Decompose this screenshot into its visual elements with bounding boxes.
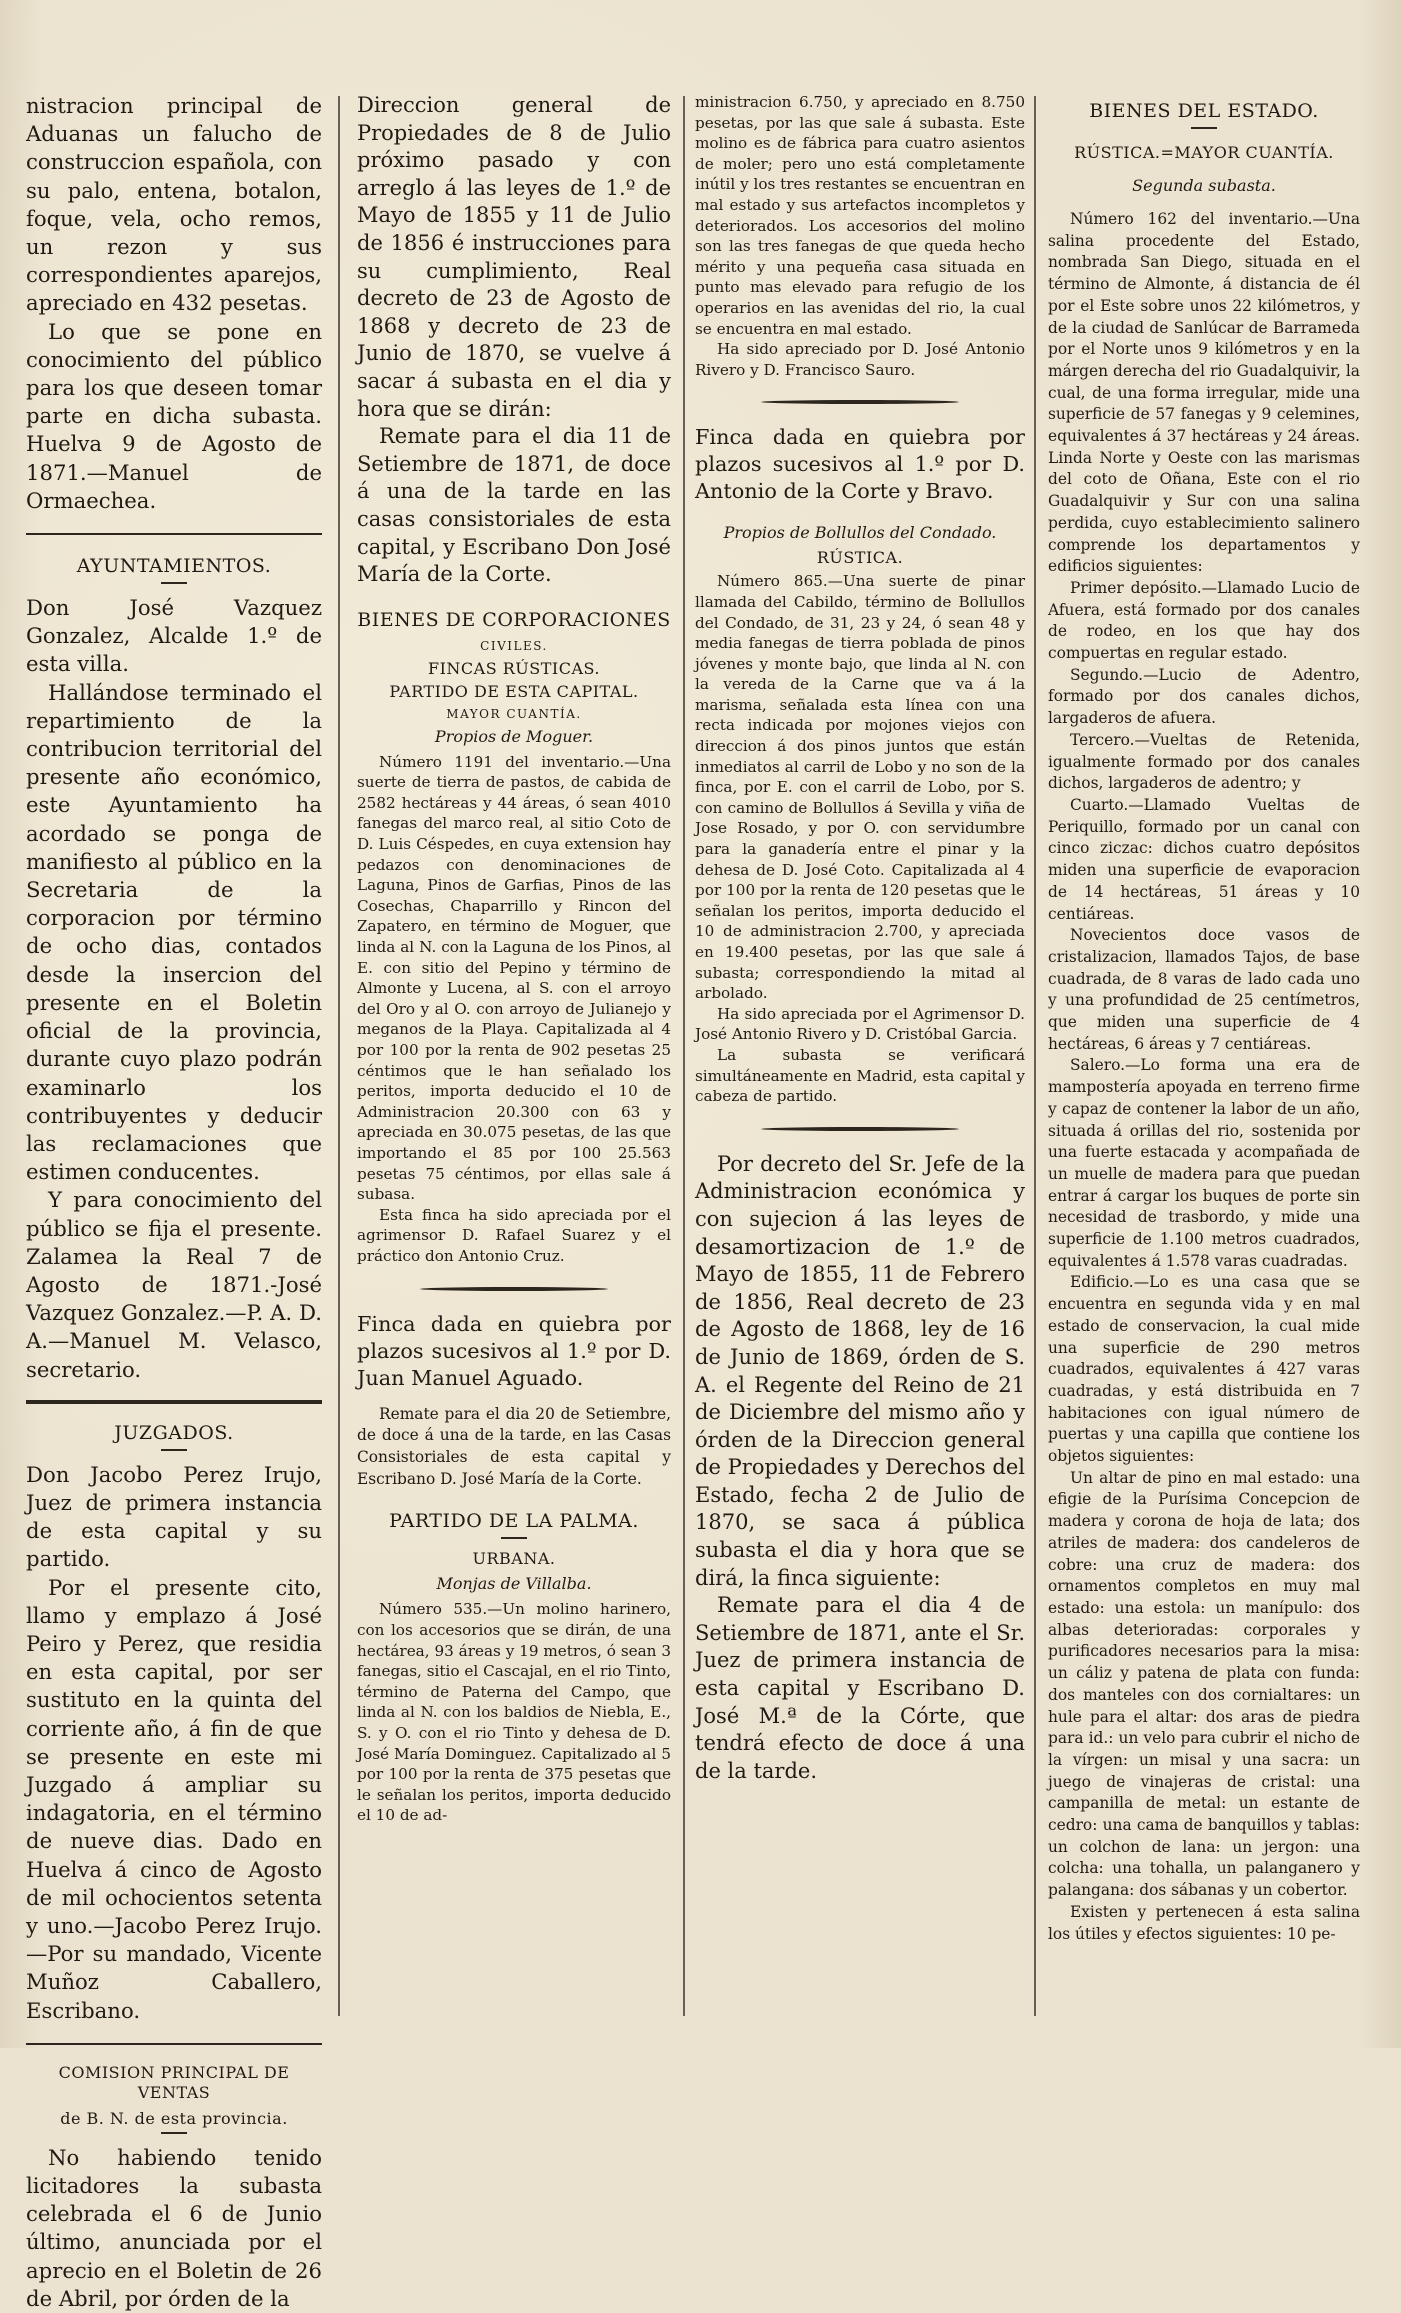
heading-dash [161, 2132, 187, 2134]
column-rule-1 [338, 96, 340, 2016]
segundo-deposito-text: Segundo.—Lucio de Adentro, formado por dos canales dichos, largaderos de afuera. [1048, 665, 1360, 728]
rustica-heading: RÚSTICA. [816, 548, 904, 568]
numero-535-text: Número 535.—Un molino harinero, con los accesorios que se dirán, de una hectárea, 93 áreas y 19 metros, ó sean 3 fanegas, sitio el Cascajal, en el rio Tinto, término de Paterna del Campo, que linda al N. con los baldios de Niebla, E., S. y O. con el rio Tinto y dehesa de D. José María Dominguez. Capitalizado al 5 por 100 por la renta de 375 pesetas que le señalan los peritos, importa deducido el 10 de ad- [357, 1600, 671, 1825]
finca-aguado-heading: Finca dada en quiebra por plazos sucesivos al 1.º por D. Juan Manuel Aguado. [357, 1311, 671, 1390]
mayor-cuantia-heading: MAYOR CUANTÍA. [446, 706, 582, 721]
cuarto-deposito-text: Cuarto.—Llamado Vueltas de Periquillo, formado por un canal con cinco ziczac: dichos cuatro depósitos miden una superficie de evaporacion de 14 hectáreas, 51 áreas y 10 centiáreas. [1048, 795, 1360, 923]
apreciado-rivero-text: Ha sido apreciado por D. José Antonio Rivero y D. Francisco Sauro. [695, 340, 1025, 379]
apreciada-garcia-text: Ha sido apreciada por el Agrimensor D. José Antonio Rivero y D. Cristóbal Garcia. [695, 1004, 1025, 1044]
bienes-corporaciones-heading: BIENES DE CORPORACIONES [357, 608, 671, 631]
partido-capital-heading: PARTIDO DE ESTA CAPITAL. [389, 681, 639, 701]
propios-bollullos-heading: Propios de Bollullos del Condado. [723, 523, 997, 543]
edificio-text: Edificio.—Lo es una casa que se encuentra en segunda vida y en mal estado de conservacion, la cual mide una superficie de 290 metros cuadrados, equivalentes á 427 varas cuadradas, y está distribuida en 7 habitaciones con igual número de puertas y una capilla que contiene los objetos siguientes: [1048, 1273, 1360, 1466]
column-3 [695, 92, 1025, 2022]
ayuntamientos-closing: Y para conocimiento del público se fija el presente. Zalamea la Real 7 de Agosto de 1871.-José Vazquez Gonzalez.—P. A. D. A.—Manuel M. Velasco, secretario. [26, 1187, 322, 1382]
section-divider [26, 2043, 322, 2045]
tercero-deposito-text: Tercero.—Vueltas de Retenida, igualmente formado por dos canales dichos, largaderos de adentro; y [1048, 730, 1360, 793]
finca-bravo-heading: Finca dada en quiebra por plazos sucesivos al 1.º por D. Antonio de la Corte y Bravo. [695, 425, 1025, 504]
civiles-heading: CIVILES. [480, 638, 548, 653]
fincas-rusticas-heading: FINCAS RÚSTICAS. [427, 658, 601, 678]
rustica-mayor-heading: RÚSTICA.=MAYOR CUANTÍA. [1074, 143, 1334, 162]
juzgados-heading: JUZGADOS. [114, 1421, 234, 1444]
juzgados-juez: Don Jacobo Perez Irujo, Juez de primera instancia de esta capital y su partido. [26, 1461, 322, 1572]
juzgados-body: Por el presente cito, llamo y emplazo á José Peiro y Perez, que residia en esta capital, por ser sustituto en la quinta del corriente año, á fin de que se presente en este mi Juzgado á ampliar su indagatoria, en el término de nueve dias. Dado en Huelva á cinco de Agosto de mil ochocientos setenta y uno.—Jacobo Perez Irujo.—Por su mandado, Vicente Muñoz Caballero, Escribano. [26, 1574, 322, 2023]
propios-moguer-heading: Propios de Moguer. [434, 726, 594, 746]
apreciada-suarez-text: Esta finca ha sido apreciada por el agrimensor D. Rafael Suarez y el práctico don Antonio Cruz. [357, 1205, 671, 1265]
column-rule-3 [1034, 96, 1036, 2016]
column-rule-2 [683, 96, 685, 2016]
section-divider-thick [26, 1400, 322, 1404]
partido-palma-heading: PARTIDO DE LA PALMA. [389, 1510, 639, 1533]
column-1 [26, 92, 322, 2311]
column-4 [1048, 92, 1360, 2022]
aduanas-notice-closing: Lo que se pone en conocimiento del público para los que deseen tomar parte en dicha subasta. Huelva 9 de Agosto de 1871.—Manuel de Ormaechea. [26, 318, 322, 513]
numero-162-text: Número 162 del inventario.—Una salina procedente del Estado, nombrada San Diego, situada en el término de Almonte, á distancia de él por el Este sobre unos 22 kilómetros, y de la ciudad de Sanlúcar de Barrameda por el Norte unos 9 kilómetros y en la márgen derecha del rio Guadalquivir, la cual, de una forma irregular, mide una superficie de 57 fanegas y 9 celemines, equivalentes á 37 hectáreas y 24 áreas. Linda Norte y Oeste con las marismas del coto de Oñana, Este con el rio Guadalquivir y Sur con una salina perdida, cuyo establecimiento salinero comprende los departamentos y edificios siguientes: [1048, 210, 1360, 576]
remate-setiembre-text: Remate para el dia 4 de Setiembre de 1871, ante el Sr. Juez de primera instancia de esta capital y Escribano D. José M.ª de la Córte, que tendrá efecto de doce á una de la tarde. [695, 1593, 1025, 1783]
subasta-simultanea-text: La subasta se verificará simultáneamente en Madrid, esta capital y cabeza de partido. [695, 1045, 1025, 1106]
heading-dash [161, 582, 187, 584]
primer-deposito-text: Primer depósito.—Llamado Lucio de Afuera, está formado por dos canales de rodeo, en los que hay dos compuertas en regular estado. [1048, 578, 1360, 663]
column-2 [357, 92, 671, 2022]
ayuntamientos-heading: AYUNTAMIENTOS. [76, 555, 272, 578]
heading-dash [501, 1537, 527, 1539]
bienes-estado-heading: BIENES DEL ESTADO. [1089, 100, 1319, 122]
heading-dash [161, 1449, 187, 1451]
existen-utiles-text: Existen y pertenecen á esta salina los útiles y efectos siguientes: 10 pe- [1048, 1902, 1360, 1943]
decreto-jefe-text: Por decreto del Sr. Jefe de la Administracion económica y con sujecion á las leyes de desamortizacion de 1.º de Mayo de 1855, 11 de Febrero de 1856, Real decreto de 23 de Agosto de 1868, ley de 16 de Junio de 1869, órden de S. A. el Regente del Reino de 21 de Diciembre del mismo año y órden de la Direccion general de Propiedades y Derechos del Estado, fecha 2 de Julio de 1870, se saca á pública subasta el dia y hora que se dirá, la finca siguiente: [695, 1151, 1025, 1590]
urbana-heading: URBANA. [472, 1549, 556, 1569]
remate-text: Remate para el dia 11 de Setiembre de 1871, de doce á una de la tarde en las casas consistoriales de esta capital, y Escribano Don José María de la Corte. [357, 424, 671, 587]
aduanas-notice-text: nistracion principal de Aduanas un falucho de construccion española, con su palo, entena, botalon, foque, vela, ocho remos, un rezon y sus correspondientes aparejos, apreciado en 432 pesetas. [26, 93, 322, 316]
ornamental-divider [761, 400, 959, 404]
numero-1191-text: Número 1191 del inventario.—Una suerte de tierra de pastos, de cabida de 2582 hectáreas y 44 áreas, ó sean 4010 fanegas del marco real, al sitio Coto de D. Luis Céspedes, en cuya extension hay pedazos con denominaciones de Laguna, Pinos de Garfias, Pinos de las Cosechas, Chaparrillo y Rincon del Zapatero, en término de Moguer, que linda al N. con la Laguna de los Pinos, al E. con sitio del Pepino y término de Almonte y Lucena, al S. con el arroyo del Oro y al O. con arroyo de Julianejo y meganos de la Playa. Capitalizada al 4 por 100 por la renta de 902 pesetas 25 céntimos que le han señalado los peritos, importa deducido el 10 de Administracion 20.300 con 63 y apreciada en 30.075 pesetas, de las que importando el 85 por 100 25.563 pesetas 75 céntimos, por ellas sale á subasa. [357, 752, 671, 1204]
ornamental-divider [420, 1287, 608, 1291]
remate-aguado-text: Remate para el dia 20 de Setiembre, de doce á una de la tarde, en las Casas Consistoriales de esta capital y Escribano D. José María de la Corte. [357, 1404, 671, 1488]
ornamental-divider [761, 1127, 959, 1131]
monjas-villalba-heading: Monjas de Villalba. [436, 1574, 592, 1594]
ayuntamientos-alcalde: Don José Vazquez Gonzalez, Alcalde 1.º de esta villa. [26, 595, 322, 677]
direccion-text: Direccion general de Propiedades de 8 de Julio próximo pasado y con arreglo á las leyes de 1.º de Mayo de 1855 y 11 de Julio de 1856 é instrucciones para su cumplimiento, Real decreto de 23 de Agosto de 1868 y decreto de 23 de Junio de 1870, se vuelve á sacar á subasta en el dia y hora que se dirán: [357, 93, 671, 421]
novecientos-vasos-text: Novecientos doce vasos de cristalizacion, llamados Tajos, de base cuadrada, de 8 varas de lado cada uno y una profundidad de 25 centímetros, que miden una superficie de 4 hectáreas, 6 áreas y 7 centiáreas. [1048, 926, 1360, 1053]
salero-text: Salero.—Lo forma una era de mampostería apoyada en terreno firme y capaz de contener la labor de un año, situada á orillas del rio, sostenida por una fuerte estacada y acompañada de un muelle de madera para que puedan entrar á cargar los buques de porte sin necesidad de trasbordo, y mide una superficie de 1.100 metros cuadrados, equivalentes á 1.578 varas cuadradas. [1048, 1056, 1360, 1270]
ayuntamientos-body: Hallándose terminado el repartimiento de la contribucion territorial del presente año económico, este Ayuntamiento ha acordado se ponga de manifiesto al público en la Secretaria de la corporacion por término de ocho dias, contados desde la insercion del presente en el Boletin oficial de la provincia, durante cuyo plazo podrán examinarlo los contribuyentes y deducir las reclamaciones que estimen conducentes. [26, 679, 322, 1185]
segunda-subasta-heading: Segunda subasta. [1132, 176, 1276, 195]
comision-subheading: de B. N. de esta provincia. [60, 2108, 288, 2128]
molino-continuation-text: ministracion 6.750, y apreciado en 8.750 pesetas, por las que sale á subasta. Este molino es de fábrica para cuatro asientos de moler; pero uno está completamente inútil y los tres restantes se encuentran en mal estado y sus artefactos incompletos y deteriorados. Los accesorios del molino son las tres fanegas de que queda hecho mérito y una pequeña casa situada en punto mas elevado para refugio de los operarios en las avenidas del rio, la cual se encuentra en mal estado. [695, 93, 1025, 338]
heading-dash [1191, 127, 1217, 129]
section-divider [26, 533, 322, 535]
comision-body: No habiendo tenido licitadores la subasta celebrada el 6 de Junio último, anunciada por el aprecio en el Boletin de 26 de Abril, por órden de la [26, 2144, 322, 2311]
altar-objetos-text: Un altar de pino en mal estado: una efigie de la Purísima Concepcion de madera y corona de hoja de lata; dos atriles de madera: dos candeleros de cobre: una cruz de madera: dos ornamentos completos en muy mal estado: una estola: un manípulo: dos albas deterioradas: corporales y purificadores necesarios para la misa: un cáliz y patena de plata con funda: dos manteles con dos cornialtares: un hule para el altar: dos aras de piedra para id.: un velo para cubrir el nicho de la vírgen: un misal y una sacra: un juego de vinajeras de cristal: una campanilla de metal: un estante de cedro: una cama de banquillos y tablas: un colchon de lana: un jergon: una colcha: una tohalla, un palanganero y palangana: dos sábanas y un cobertor. [1048, 1468, 1360, 1900]
numero-865-text: Número 865.—Una suerte de pinar llamada del Cabildo, término de Bollullos del Condado, de 31, 23 y 24, ó sean 48 y media fanegas de tierra poblada de pinos jóvenes y monte bajo, que linda al N. con la vereda de la Carne que va á la marisma, señalada esta línea con una recta indicada por mojones viejos con direccion á dos pinos juntos que están inmediatos al carril de Lobo y no son de la finca, por E. con el carril de Lobo, por S. con camino de Bollullos á Sevilla y viña de Jose Rosado, y por O. con servidumbre para la ganadería entre el pinar y la dehesa de D. José Coto. Capitalizada al 4 por 100 por la renta de 120 pesetas que le señalan los peritos, importa deducido el 10 de administracion 2.700, y apreciada en 19.400 pesetas, por las que sale á subasta; correspondiendo la mitad al arbolado. [695, 572, 1025, 1003]
comision-heading: COMISION PRINCIPAL DE VENTAS [58, 2062, 290, 2102]
